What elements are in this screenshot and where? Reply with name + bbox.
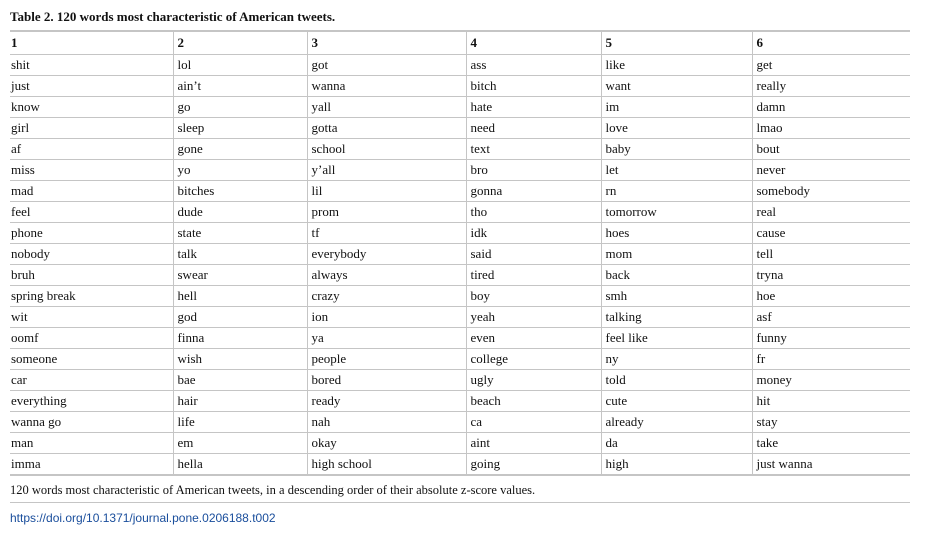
table-cell: just [10, 76, 173, 97]
table-row [10, 370, 910, 391]
table-cell: sleep [173, 118, 307, 139]
table-cell: bitch [466, 76, 601, 97]
table-row [10, 349, 910, 370]
table-cell: ya [307, 328, 466, 349]
table-row [10, 118, 910, 139]
table-cell: af [10, 139, 173, 160]
table-cell: high school [307, 454, 466, 476]
table-cell: said [466, 244, 601, 265]
table-body [10, 55, 910, 476]
column-header-1: 1 [10, 31, 173, 55]
table-cell: college [466, 349, 601, 370]
table-cell: tho [466, 202, 601, 223]
table-cell: god [173, 307, 307, 328]
table-cell: take [752, 433, 910, 454]
table-cell: nobody [10, 244, 173, 265]
table-cell: cute [601, 391, 752, 412]
table-cell: ca [466, 412, 601, 433]
table-cell: tired [466, 265, 601, 286]
table-cell: talking [601, 307, 752, 328]
table-cell: oomf [10, 328, 173, 349]
table-cell: everything [10, 391, 173, 412]
table-cell: ain’t [173, 76, 307, 97]
table-cell: love [601, 118, 752, 139]
table-row [10, 55, 910, 76]
table-cell: feel [10, 202, 173, 223]
table-cell: asf [752, 307, 910, 328]
table-cell: someone [10, 349, 173, 370]
table-cell: hell [173, 286, 307, 307]
table-cell: y’all [307, 160, 466, 181]
table-cell: tryna [752, 265, 910, 286]
table-row [10, 328, 910, 349]
table-cell: da [601, 433, 752, 454]
column-header-4: 4 [466, 31, 601, 55]
table-cell: tell [752, 244, 910, 265]
table-cell: idk [466, 223, 601, 244]
table-row [10, 97, 910, 118]
table-cell: got [307, 55, 466, 76]
table-cell: text [466, 139, 601, 160]
table-row [10, 286, 910, 307]
table-cell: like [601, 55, 752, 76]
table-cell: already [601, 412, 752, 433]
table-row [10, 412, 910, 433]
table-row [10, 265, 910, 286]
table-cell: somebody [752, 181, 910, 202]
table-cell: phone [10, 223, 173, 244]
table-cell: hella [173, 454, 307, 476]
table-row [10, 244, 910, 265]
header-row [10, 31, 910, 55]
table-cell: im [601, 97, 752, 118]
table-cell: dude [173, 202, 307, 223]
table-cell: baby [601, 139, 752, 160]
table-cell: tf [307, 223, 466, 244]
table-row [10, 202, 910, 223]
table-cell: mad [10, 181, 173, 202]
table-cell: hair [173, 391, 307, 412]
table-cell: know [10, 97, 173, 118]
table-cell: wanna go [10, 412, 173, 433]
table-cell: want [601, 76, 752, 97]
table-cell: smh [601, 286, 752, 307]
table-cell: just wanna [752, 454, 910, 476]
table-cell: damn [752, 97, 910, 118]
table-row [10, 454, 910, 476]
table-row [10, 160, 910, 181]
table-row [10, 391, 910, 412]
table-cell: ass [466, 55, 601, 76]
table-row [10, 307, 910, 328]
table-cell: feel like [601, 328, 752, 349]
table-cell: bout [752, 139, 910, 160]
table-cell: fr [752, 349, 910, 370]
table-cell: bruh [10, 265, 173, 286]
table-cell: ion [307, 307, 466, 328]
table-cell: tomorrow [601, 202, 752, 223]
table-row [10, 76, 910, 97]
table-cell: okay [307, 433, 466, 454]
table-cell: imma [10, 454, 173, 476]
table-cell: going [466, 454, 601, 476]
table-cell: even [466, 328, 601, 349]
table-cell: cause [752, 223, 910, 244]
table-cell: yeah [466, 307, 601, 328]
table-row [10, 433, 910, 454]
doi-link[interactable]: https://doi.org/10.1371/journal.pone.0206188.t002 [10, 511, 276, 525]
table-cell: go [173, 97, 307, 118]
table-cell: talk [173, 244, 307, 265]
table-cell: bae [173, 370, 307, 391]
table-cell: life [173, 412, 307, 433]
table-cell: lil [307, 181, 466, 202]
column-header-2: 2 [173, 31, 307, 55]
table-cell: hoes [601, 223, 752, 244]
table-row [10, 181, 910, 202]
table-cell: high [601, 454, 752, 476]
table-cell: ready [307, 391, 466, 412]
table-cell: gone [173, 139, 307, 160]
table-cell: nah [307, 412, 466, 433]
table-cell: hate [466, 97, 601, 118]
table-caption [10, 9, 335, 25]
table-cell: wit [10, 307, 173, 328]
table-cell: bitches [173, 181, 307, 202]
table-cell: people [307, 349, 466, 370]
table-cell: car [10, 370, 173, 391]
table-cell: prom [307, 202, 466, 223]
word-table [10, 30, 910, 476]
table-cell: boy [466, 286, 601, 307]
table-cell: yo [173, 160, 307, 181]
table-row [10, 139, 910, 160]
table-cell: hit [752, 391, 910, 412]
table-cell: mom [601, 244, 752, 265]
table-cell: wanna [307, 76, 466, 97]
table-cell: spring break [10, 286, 173, 307]
table-cell: always [307, 265, 466, 286]
table-cell: real [752, 202, 910, 223]
table-cell: aint [466, 433, 601, 454]
table-cell: school [307, 139, 466, 160]
table-cell: hoe [752, 286, 910, 307]
table-cell: really [752, 76, 910, 97]
table-cell: shit [10, 55, 173, 76]
table-cell: finna [173, 328, 307, 349]
table-cell: rn [601, 181, 752, 202]
column-header-3: 3 [307, 31, 466, 55]
table-cell: wish [173, 349, 307, 370]
table-cell: yall [307, 97, 466, 118]
table-cell: bored [307, 370, 466, 391]
table-cell: ny [601, 349, 752, 370]
table-cell: man [10, 433, 173, 454]
table-cell: back [601, 265, 752, 286]
table-cell: stay [752, 412, 910, 433]
table-cell: lmao [752, 118, 910, 139]
table-cell: never [752, 160, 910, 181]
table-cell: swear [173, 265, 307, 286]
table-cell: money [752, 370, 910, 391]
table-cell: em [173, 433, 307, 454]
table-header [10, 31, 910, 55]
table-cell: get [752, 55, 910, 76]
table-cell: let [601, 160, 752, 181]
table-cell: bro [466, 160, 601, 181]
table-cell: need [466, 118, 601, 139]
column-header-6: 6 [752, 31, 910, 55]
word-table-container [10, 30, 910, 476]
table-cell: crazy [307, 286, 466, 307]
table-cell: state [173, 223, 307, 244]
table-footnote: 120 words most characteristic of American tweets, in a descending order of their absolute z-score values. [10, 483, 536, 497]
table-row [10, 223, 910, 244]
footer-divider [10, 502, 910, 503]
table-cell: miss [10, 160, 173, 181]
table-cell: lol [173, 55, 307, 76]
table-title: 120 words most characteristic of American tweets. [56, 9, 336, 24]
table-cell: gotta [307, 118, 466, 139]
table-cell: beach [466, 391, 601, 412]
table-cell: ugly [466, 370, 601, 391]
table-cell: everybody [307, 244, 466, 265]
table-label: Table 2. [10, 9, 54, 24]
column-header-5: 5 [601, 31, 752, 55]
table-cell: told [601, 370, 752, 391]
table-cell: funny [752, 328, 910, 349]
table-cell: girl [10, 118, 173, 139]
table-cell: gonna [466, 181, 601, 202]
